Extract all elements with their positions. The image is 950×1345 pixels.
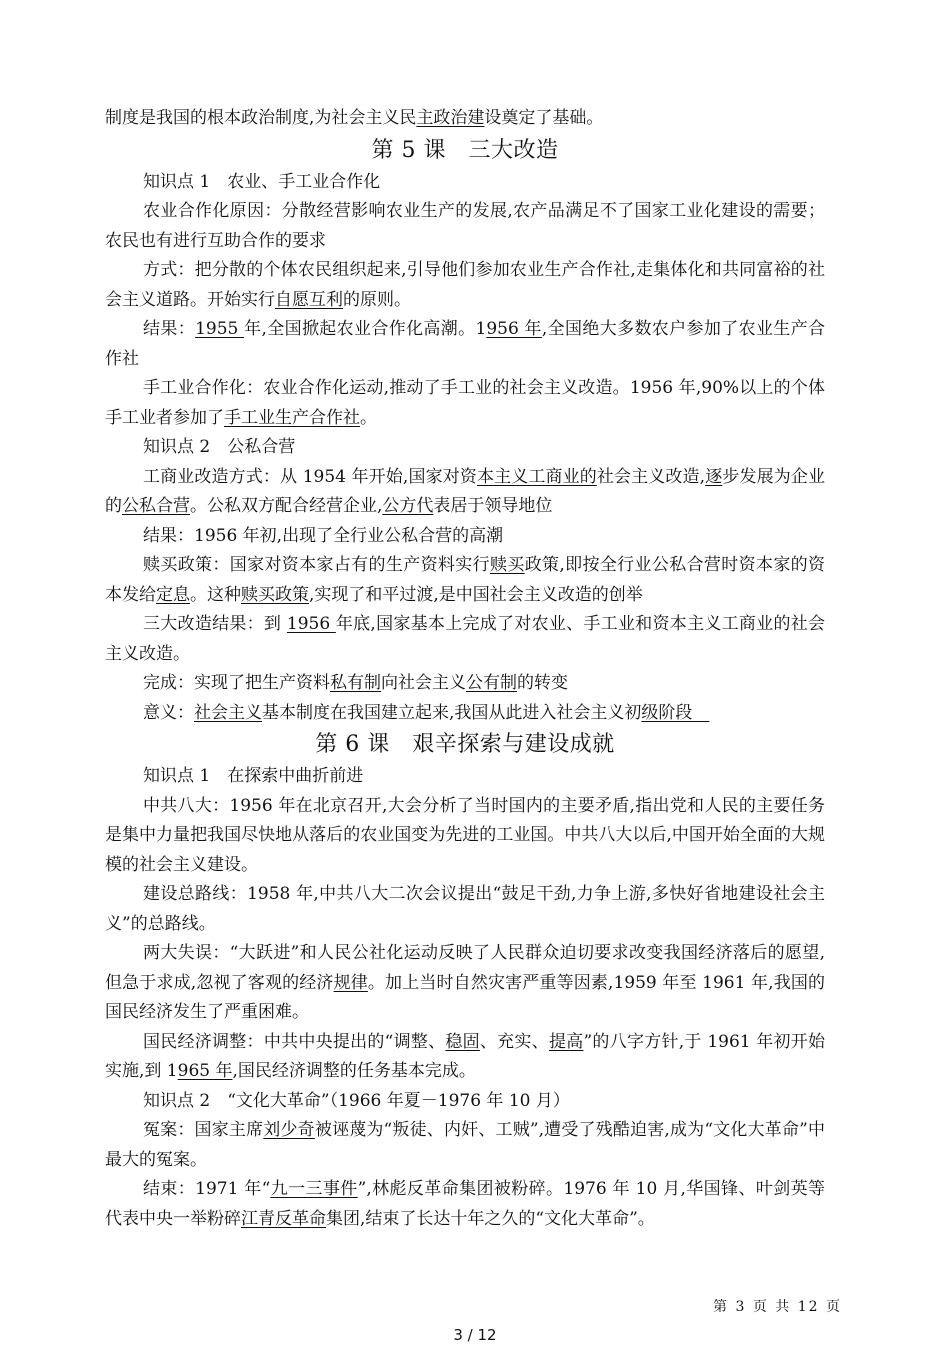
paragraph: 方式：把分散的个体农民组织起来,引导他们参加农业生产合作社,走集体化和共同富裕的社会主义道路。开始实行自愿互利的原则。 (105, 260, 825, 310)
blank-answer: 级阶段 (641, 702, 710, 723)
paragraph: 结束：1971 年“九一三事件”,林彪反革命集团被粉碎。1976 年 10 月,华国锋、叶剑英等代表中央一举粉碎江青反革命集团,结束了长达十年之久的“文化大革命”。 (105, 1179, 826, 1229)
paragraph: 冤案：国家主席刘少奇被诬蔑为“叛徒、内奸、工贼”,遭受了残酷迫害,成为“文化大革命”中最大的冤案。 (105, 1120, 826, 1170)
paragraph: 完成：实现了把生产资料私有制向社会主义公有制的转变 (143, 673, 568, 693)
knowledge-point-title: 知识点 1 在探索中曲折前进 (143, 766, 364, 786)
blank-answer: 主政治建 (416, 108, 485, 128)
blank-answer: 提高 (548, 1031, 584, 1052)
lesson-title: 第 6 课 艰辛探索与建设成就 (315, 732, 615, 757)
paragraph: 结果：1956 年初,出现了全行业公私合营的高潮 (143, 525, 504, 546)
blank-answer: 逐 (705, 466, 723, 487)
page-footer: 第 3 页 共 12 页 (713, 1299, 842, 1315)
blank-answer: 手工业生产合作社 (224, 407, 360, 428)
blank-answer: 965 年 (177, 1061, 233, 1081)
paragraph: 结果：1955 年,全国掀起农业合作化高潮。1956 年,全国绝大多数农户参加了农业生产合作社 (105, 319, 826, 369)
blank-answer: 赎买政策 (241, 584, 309, 605)
blank-answer: 公有制 (466, 673, 517, 693)
blank-answer: 公私合营 (122, 496, 190, 516)
blank-answer: 规律 (333, 972, 368, 993)
document-body (105, 104, 825, 1234)
blank-answer: 公方代 (382, 496, 434, 516)
blank-answer: 江青反革命 (241, 1208, 326, 1229)
paragraph: 三大改造结果：到 1956 年底,国家基本上完成了对农业、手工业和资本主义工商业的社会主义改造。 (105, 614, 826, 664)
blank-answer: 九一三事件 (270, 1179, 358, 1199)
paragraph: 两大失误：“大跃进”和人民公社化运动反映了人民群众迫切要求改变我国经济落后的愿望,但急于求成,忽视了客观的经济规律。加上当时自然灾害严重等因素,1959 年至 1961 年,我国的国民经济发生了严重困难。 (105, 943, 826, 1022)
lesson-title: 第 5 课 三大改造 (371, 137, 559, 163)
blank-answer: 稳固 (445, 1031, 480, 1052)
blank-answer: 私有制 (330, 673, 381, 693)
page-indicator: 3 / 12 (453, 1326, 497, 1344)
paragraph: 制度是我国的根本政治制度,为社会主义民主政治建设奠定了基础。 (105, 108, 604, 128)
blank-answer: 社会主义 (194, 702, 262, 723)
paragraph: 赎买政策：国家对资本家占有的生产资料实行赎买政策,即按全行业公私合营时资本家的资本发给定息。这种赎买政策,实现了和平过渡,是中国社会主义改造的创举 (105, 555, 826, 605)
blank-answer: 956 年 (486, 319, 542, 339)
paragraph: 建设总路线：1958 年,中共八大二次会议提出“鼓足干劲,力争上游,多快好省地建设社会主义”的总路线。 (105, 884, 825, 934)
blank-answer: 刘少奇 (263, 1120, 315, 1140)
paragraph: 手工业合作化：农业合作化运动,推动了手工业的社会主义改造。1956 年,90%以上的个体手工业者参加了手工业生产合作社。 (105, 378, 825, 428)
paragraph: 农业合作化原因：分散经营影响农业生产的发展,农产品满足不了国家工业化建设的需要；农民也有进行互助合作的要求 (105, 201, 825, 251)
knowledge-point-title: 知识点 2 公私合营 (143, 437, 296, 457)
blank-answer: 1955 (195, 319, 245, 339)
paragraph: 中共八大：1956 年在北京召开,大会分析了当时国内的主要矛盾,指出党和人民的主要任务是集中力量把我国尽快地从落后的农业国变为先进的工业国。中共八大以后,中国开始全面的大规模的社会主义建设。 (105, 795, 825, 875)
paragraph: 意义：社会主义基本制度在我国建立起来,我国从此进入社会主义初级阶段 (143, 702, 710, 723)
blank-answer: 自愿互利 (275, 289, 343, 310)
knowledge-point-title: 知识点 2 “文化大革命”（1966 年夏－1976 年 10 月） (143, 1090, 570, 1111)
paragraph: 国民经济调整：中共中央提出的“调整、稳固、充实、提高”的八字方针,于 1961 年初开始实施,到 1965 年,国民经济调整的任务基本完成。 (105, 1031, 826, 1081)
blank-answer: 1956 (286, 614, 336, 634)
blank-answer: 本主义工商业的 (476, 466, 597, 487)
knowledge-point-title: 知识点 1 农业、手工业合作化 (143, 171, 381, 192)
paragraph: 工商业改造方式：从 1954 年开始,国家对资本主义工商业的社会主义改造,逐步发展为企业的公私合营。公私双方配合经营企业,公方代表居于领导地位 (105, 466, 826, 516)
blank-answer: 赎买 (489, 555, 525, 575)
blank-answer: 定息 (156, 584, 190, 605)
